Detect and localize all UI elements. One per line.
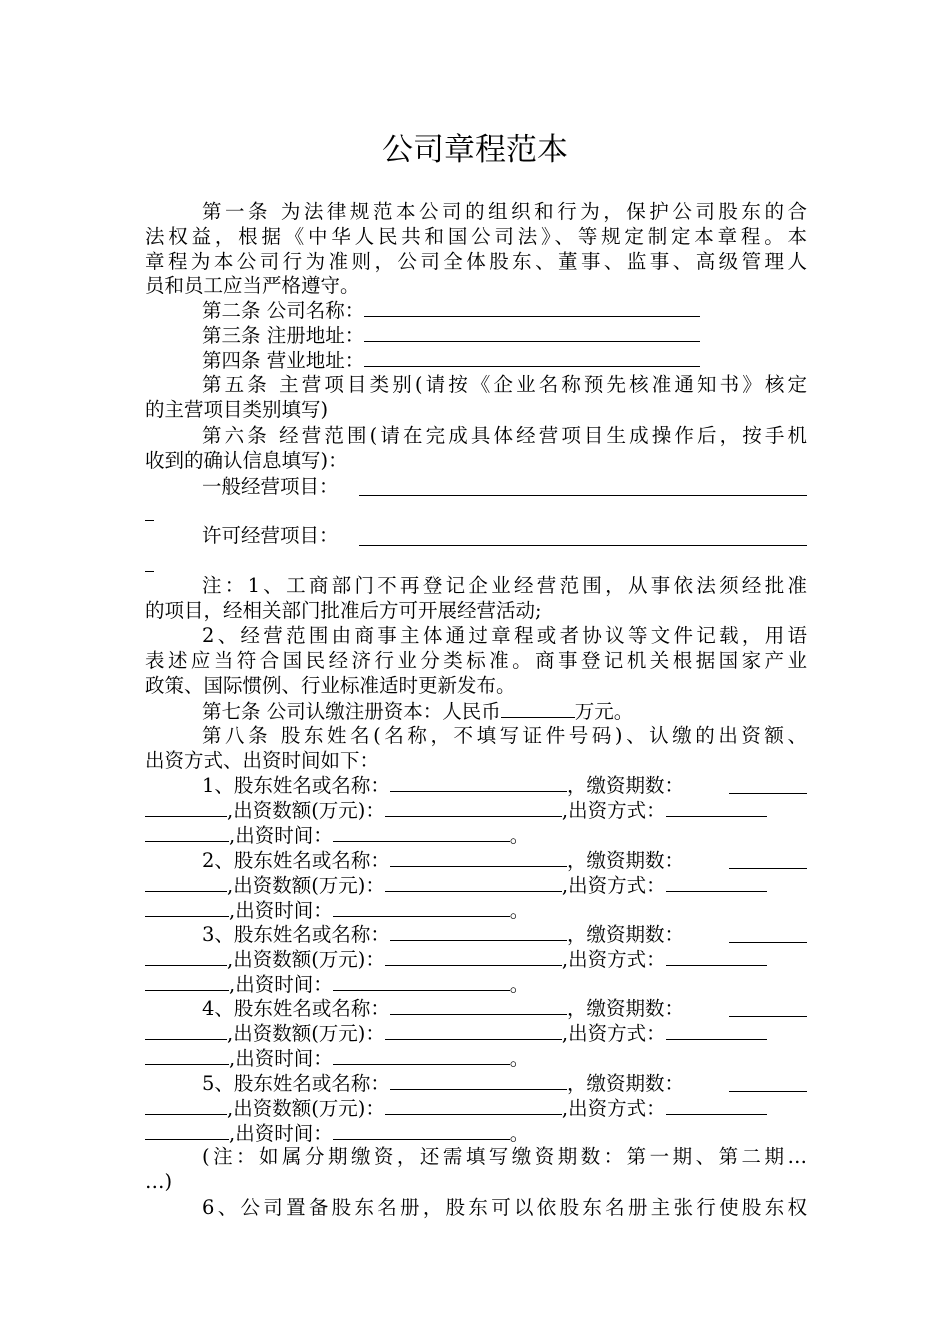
article-1-line: 员和员工应当严格遵守。 — [145, 274, 360, 297]
method-blank[interactable] — [666, 1021, 767, 1040]
note-1-line: 的项目，经相关部门批准后方可开展经营活动; — [145, 599, 542, 622]
permit-business-blank-cont[interactable] — [145, 570, 154, 572]
article-2 — [202, 298, 807, 322]
shareholder-row — [145, 1021, 807, 1045]
shareholder-name-label: 股东姓名或名称： — [233, 923, 390, 946]
note-3-line: …) — [145, 1170, 173, 1193]
time-blank[interactable] — [333, 1046, 510, 1065]
method-label: ,出资方式： — [561, 1097, 666, 1120]
article-5-line: 第五条 主营项目类别(请按《企业名称预先核准通知书》核定 — [202, 373, 807, 396]
amount-label: ,出资数额(万元)： — [227, 1097, 385, 1120]
payment-period-blank[interactable] — [729, 867, 807, 869]
shareholder-name-blank[interactable] — [390, 848, 567, 867]
time-label: ,出资时间： — [229, 824, 333, 847]
amount-blank[interactable] — [385, 947, 562, 966]
payment-period-blank-cont[interactable] — [145, 947, 227, 966]
time-label: ,出资时间： — [229, 1122, 333, 1145]
amount-blank[interactable] — [385, 873, 562, 892]
article-7 — [202, 699, 807, 723]
period-mark: 。 — [509, 1122, 530, 1145]
payment-period-label: ，缴资期数： — [566, 997, 684, 1020]
shareholder-name-label: 股东姓名或名称： — [233, 1072, 390, 1095]
payment-period-blank-cont[interactable] — [145, 1096, 227, 1115]
shareholder-row — [145, 1096, 807, 1120]
note-2-line: 2、经营范围由商事主体通过章程或者协议等文件记载，用语 — [202, 624, 807, 647]
amount-label: ,出资数额(万元)： — [227, 1022, 385, 1045]
shareholder-name-blank[interactable] — [390, 1071, 567, 1090]
payment-period-blank[interactable] — [729, 1090, 807, 1092]
general-business-blank-cont[interactable] — [145, 519, 154, 521]
article-7-label: 第七条 公司认缴注册资本：人民币 — [202, 700, 501, 723]
time-label: ,出资时间： — [229, 1047, 333, 1070]
time-label: ,出资时间： — [229, 973, 333, 996]
article-8-line: 出资方式、出资时间如下： — [145, 749, 380, 772]
payment-period-blank[interactable] — [729, 1015, 807, 1017]
shareholder-number: 1、 — [202, 774, 234, 797]
article-6-line: 第六条 经营范围(请在完成具体经营项目生成操作后，按手机 — [202, 424, 807, 447]
time-label: ,出资时间： — [229, 899, 333, 922]
method-label: ,出资方式： — [561, 948, 666, 971]
article-1-line: 章程为本公司行为准则，公司全体股东、董事、监事、高级管理人 — [145, 250, 807, 273]
shareholder-number: 5、 — [202, 1072, 234, 1095]
period-mark: 。 — [509, 824, 530, 847]
method-blank-cont[interactable] — [145, 1121, 229, 1140]
shareholder-row — [145, 947, 807, 971]
method-blank[interactable] — [666, 1096, 767, 1115]
shareholder-number: 3、 — [202, 923, 234, 946]
shareholder-row — [145, 898, 807, 922]
note-1-line: 注：1、工商部门不再登记企业经营范围，从事依法须经批准 — [202, 574, 807, 597]
method-blank-cont[interactable] — [145, 898, 229, 917]
article-3-label: 第三条 注册地址： — [202, 324, 365, 347]
note-3-line: (注：如属分期缴资，还需填写缴资期数：第一期、第二期… — [202, 1145, 807, 1168]
shareholder-row — [145, 1046, 807, 1070]
article-3 — [202, 323, 807, 347]
shareholder-name-label: 股东姓名或名称： — [233, 997, 390, 1020]
payment-period-blank-cont[interactable] — [145, 798, 227, 817]
article-1-line: 第一条 为法律规范本公司的组织和行为，保护公司股东的合 — [202, 200, 807, 223]
period-mark: 。 — [509, 1047, 530, 1070]
time-blank[interactable] — [333, 898, 510, 917]
shareholder-row — [145, 798, 807, 822]
shareholder-row — [145, 873, 807, 897]
method-blank-cont[interactable] — [145, 972, 229, 991]
method-blank[interactable] — [666, 947, 767, 966]
shareholder-name-label: 股东姓名或名称： — [233, 774, 390, 797]
company-name-blank[interactable] — [364, 298, 700, 317]
payment-period-blank-cont[interactable] — [145, 873, 227, 892]
shareholder-row — [145, 972, 807, 996]
permit-business-label: 许可经营项目： — [202, 524, 339, 547]
article-4-label: 第四条 营业地址： — [202, 349, 365, 372]
document-title: 公司章程范本 — [382, 132, 568, 168]
amount-blank[interactable] — [385, 798, 562, 817]
payment-period-label: ，缴资期数： — [566, 923, 684, 946]
amount-blank[interactable] — [385, 1021, 562, 1040]
permit-business-blank[interactable] — [359, 544, 807, 546]
article-2-label: 第二条 公司名称： — [202, 299, 365, 322]
registered-address-blank[interactable] — [364, 323, 700, 342]
period-mark: 。 — [509, 973, 530, 996]
method-label: ,出资方式： — [561, 799, 666, 822]
amount-blank[interactable] — [385, 1096, 562, 1115]
payment-period-blank-cont[interactable] — [145, 1021, 227, 1040]
shareholder-row — [202, 922, 807, 946]
shareholder-row — [202, 848, 807, 872]
general-business-label: 一般经营项目： — [202, 475, 339, 498]
time-blank[interactable] — [333, 823, 510, 842]
shareholder-row — [145, 1121, 807, 1145]
note-2-line: 表述应当符合国民经济行业分类标准。商事登记机关根据国家产业 — [145, 649, 807, 672]
payment-period-label: ，缴资期数： — [566, 774, 684, 797]
general-business-blank[interactable] — [359, 494, 807, 496]
amount-label: ,出资数额(万元)： — [227, 799, 385, 822]
shareholder-name-blank[interactable] — [390, 773, 567, 792]
amount-label: ,出资数额(万元)： — [227, 948, 385, 971]
business-address-blank[interactable] — [364, 348, 700, 367]
shareholder-name-blank[interactable] — [390, 922, 567, 941]
payment-period-label: ，缴资期数： — [566, 849, 684, 872]
method-label: ,出资方式： — [561, 1022, 666, 1045]
method-blank[interactable] — [666, 798, 767, 817]
amount-label: ,出资数额(万元)： — [227, 874, 385, 897]
payment-period-blank[interactable] — [729, 792, 807, 794]
period-mark: 。 — [509, 899, 530, 922]
payment-period-blank[interactable] — [729, 941, 807, 943]
time-blank[interactable] — [333, 972, 510, 991]
shareholder-row — [202, 996, 807, 1020]
article-5-line: 的主营项目类别填写) — [145, 398, 329, 421]
article-7-unit: 万元。 — [574, 700, 634, 723]
payment-period-label: ，缴资期数： — [566, 1072, 684, 1095]
shareholder-name-label: 股东姓名或名称： — [233, 849, 390, 872]
method-label: ,出资方式： — [561, 874, 666, 897]
shareholder-row — [202, 1071, 807, 1095]
article-1-line: 法权益，根据《中华人民共和国公司法》、等规定制定本章程。本 — [145, 225, 807, 248]
article-6-line: 收到的确认信息填写)： — [145, 449, 348, 472]
article-4 — [202, 348, 807, 372]
note-2-line: 政策、国际惯例、行业标准适时更新发布。 — [145, 674, 516, 697]
item-6-line: 6、公司置备股东名册，股东可以依股东名册主张行使股东权 — [202, 1196, 807, 1219]
shareholder-name-blank[interactable] — [390, 996, 567, 1015]
shareholder-row — [202, 773, 807, 797]
time-blank[interactable] — [333, 1121, 510, 1140]
method-blank-cont[interactable] — [145, 1046, 229, 1065]
shareholder-number: 2、 — [202, 849, 234, 872]
method-blank-cont[interactable] — [145, 823, 229, 842]
shareholder-row — [145, 823, 807, 847]
method-blank[interactable] — [666, 873, 767, 892]
article-8-line: 第八条 股东姓名(名称，不填写证件号码)、认缴的出资额、 — [202, 724, 807, 747]
registered-capital-blank[interactable] — [501, 699, 575, 718]
shareholder-number: 4、 — [202, 997, 234, 1020]
